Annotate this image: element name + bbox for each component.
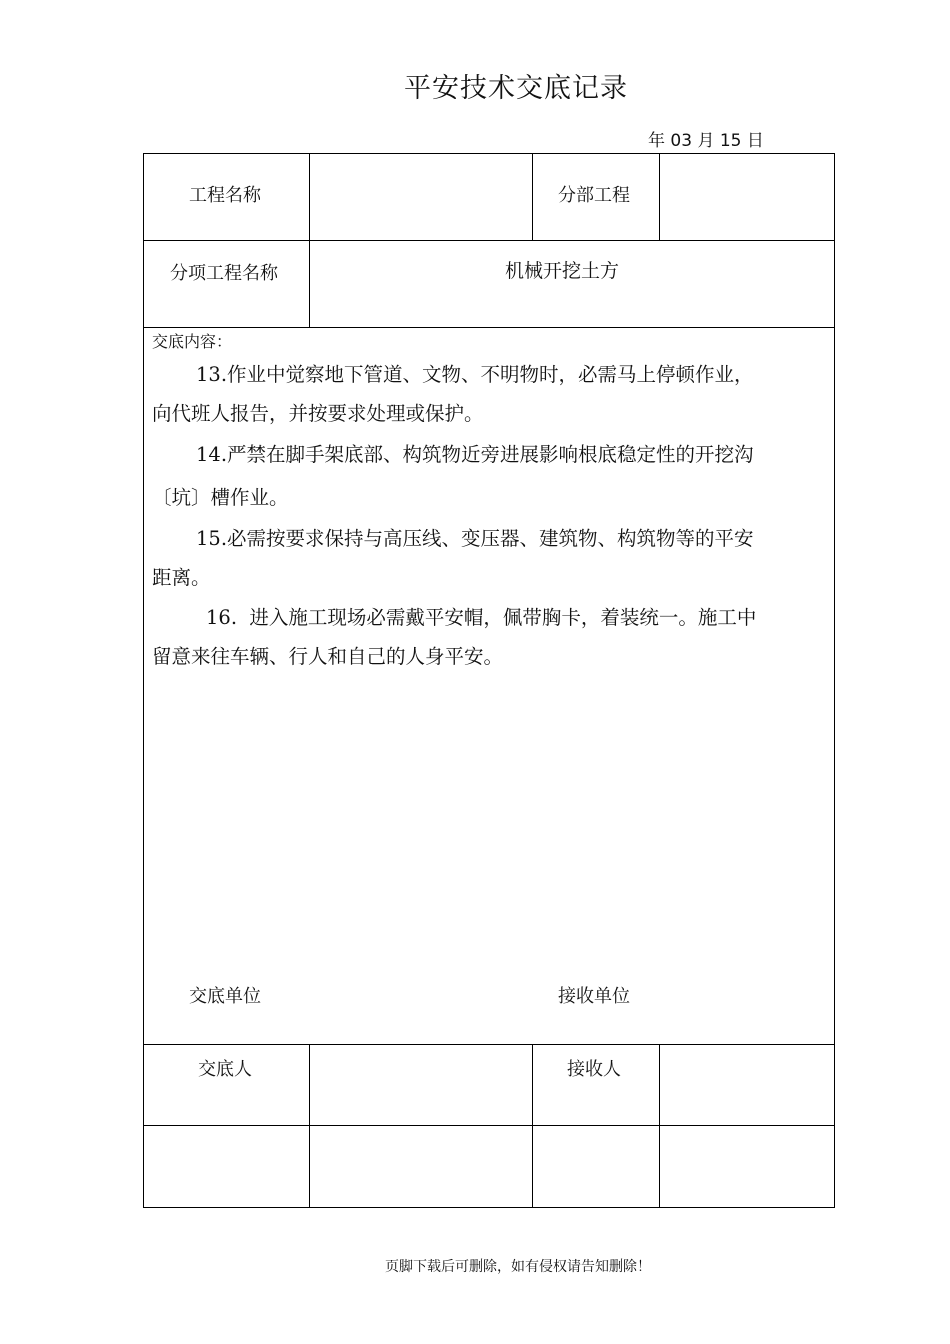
subdivision-label: 分部工程 <box>558 185 630 206</box>
paragraph-line: 15.必需按要求保持与高压线、变压器、建筑物、构筑物等的平安 <box>196 527 754 550</box>
paragraph-13 <box>152 355 834 433</box>
project-name-label: 工程名称 <box>189 185 261 206</box>
record-table <box>143 153 835 1208</box>
col-divider-3a <box>659 153 660 240</box>
subitem-label: 分项工程名称 <box>170 263 278 284</box>
col-divider-1a <box>309 153 310 327</box>
col-divider-3b <box>659 1044 660 1208</box>
receiver-label: 接收人 <box>567 1059 621 1080</box>
page-footer: 页脚下载后可删除，如有侵权请告知删除！ <box>385 1259 651 1275</box>
paragraph-16 <box>152 598 834 676</box>
paragraph-14 <box>152 433 834 519</box>
subitem-value: 机械开挖土方 <box>505 260 620 282</box>
paragraph-line: 距离。 <box>152 566 211 589</box>
col-divider-1b <box>309 1044 310 1208</box>
receiving-unit-label: 接收单位 <box>558 986 630 1007</box>
document-title: 平安技术交底记录 <box>404 73 628 104</box>
row-divider-2 <box>143 327 835 328</box>
row-divider-4 <box>143 1125 835 1126</box>
issuing-unit-label: 交底单位 <box>189 986 261 1007</box>
row-divider-3 <box>143 1044 835 1045</box>
issuer-label: 交底人 <box>198 1059 252 1080</box>
paragraph-line: 向代班人报告，并按要求处理或保护。 <box>152 402 484 425</box>
paragraph-line: 14.严禁在脚手架底部、构筑物近旁进展影响根底稳定性的开挖沟 <box>196 443 754 466</box>
content-label: 交底内容： <box>152 332 233 351</box>
row-divider-1 <box>143 240 835 241</box>
document-date: 年 03 月 15 日 <box>648 131 764 151</box>
col-divider-2a <box>532 153 533 240</box>
paragraph-line: 13.作业中觉察地下管道、文物、不明物时，必需马上停顿作业， <box>196 363 754 386</box>
paragraph-line: 〔坑〕槽作业。 <box>152 486 289 509</box>
col-divider-2b <box>532 1044 533 1208</box>
paragraph-line: 16. 进入施工现场必需戴平安帽，佩带胸卡，着装统一。施工中 <box>206 606 757 629</box>
paragraph-line: 留意来往车辆、行人和自己的人身平安。 <box>152 645 504 668</box>
paragraph-15 <box>152 519 834 597</box>
